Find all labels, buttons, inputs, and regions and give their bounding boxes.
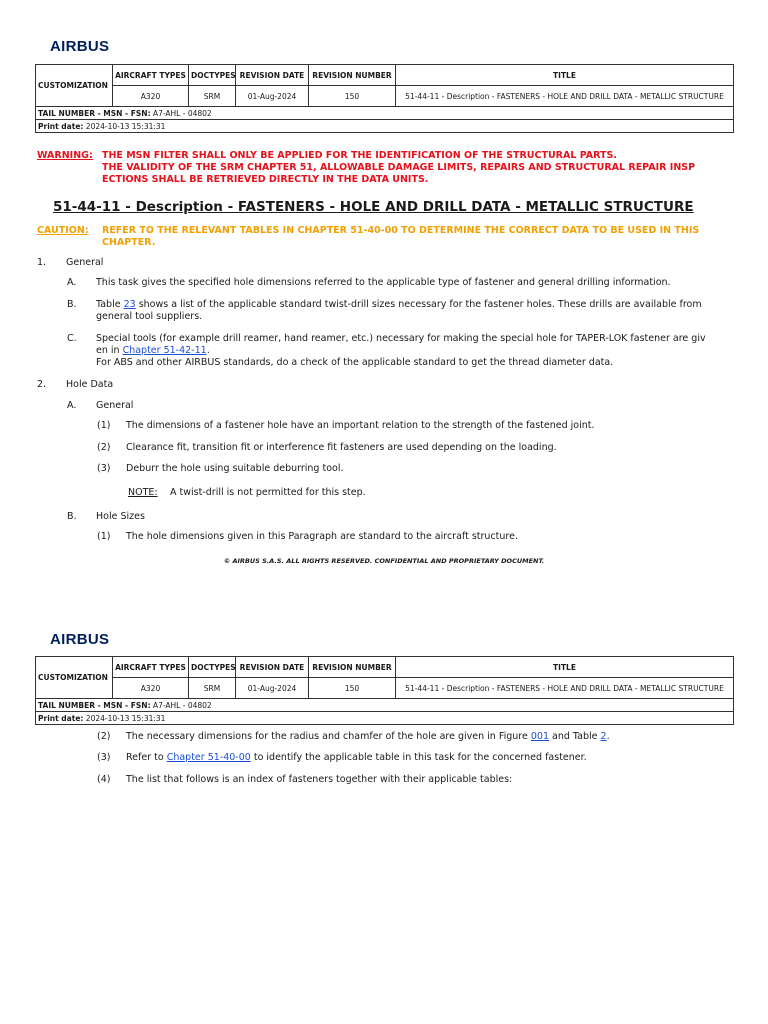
- section-1-title: General: [66, 257, 104, 268]
- warning-label: WARNING:: [37, 150, 93, 161]
- item-2a1-text: The dimensions of a fastener hole have an important relation to the strength of the fastened joint.: [126, 420, 595, 431]
- title-value: 51-44-11 - Description - FASTENERS - HOLE AND DRILL DATA - METALLIC STRUCTURE: [396, 86, 734, 107]
- item-2b-title: Hole Sizes: [96, 511, 145, 522]
- revision-date-header: REVISION DATE: [236, 657, 309, 678]
- document-header-table: [35, 64, 734, 133]
- item-2a-letter: A.: [67, 400, 77, 411]
- warning-text: THE MSN FILTER SHALL ONLY BE APPLIED FOR THE IDENTIFICATION OF THE STRUCTURAL PARTS. THE VALIDITY OF THE SRM CHAPTER 51, ALLOWABLE DAMAGE LIMITS, REPAIRS AND STRUCTURAL REPAIR INSP ECTIONS SHALL BE RETRIEVED DIRECTLY IN THE DATA UNITS.: [102, 150, 696, 185]
- item-2a-title: General: [96, 400, 134, 411]
- item-2a2-text: Clearance fit, transition fit or interference fit fasteners are used depending on the loading.: [126, 442, 557, 453]
- item-1b-text: Table 23 shows a list of the applicable standard twist-drill sizes necessary for the fastener holes. These drills are available from general tool suppliers.: [96, 299, 702, 322]
- figure-001-link[interactable]: 001: [530, 731, 550, 742]
- note-text: A twist-drill is not permitted for this step.: [170, 487, 366, 498]
- chapter-51-42-11-link[interactable]: Chapter 51-42-11: [122, 345, 207, 356]
- item-2a1-number: (1): [97, 420, 111, 431]
- item-2b4-number: (4): [97, 774, 111, 785]
- doctypes-value: SRM: [189, 678, 236, 699]
- item-2b3-number: (3): [97, 752, 111, 763]
- section-2-number: 2.: [37, 379, 47, 390]
- item-2a3-text: Deburr the hole using suitable deburring tool.: [126, 463, 344, 474]
- revision-date-value: 01-Aug-2024: [236, 678, 309, 699]
- tail-number-label: TAIL NUMBER - MSN - FSN:: [38, 700, 151, 710]
- table-23-link[interactable]: 23: [123, 299, 136, 310]
- aircraft-types-header: AIRCRAFT TYPES: [113, 657, 189, 678]
- item-1b-letter: B.: [67, 299, 77, 310]
- aircraft-types-value: A320: [113, 678, 189, 699]
- print-date-value: 2024-10-13 15:31:31: [85, 713, 166, 723]
- revision-number-value: 150: [309, 86, 396, 107]
- revision-number-value: 150: [309, 678, 396, 699]
- tail-number-value: A7-AHL - 04802: [152, 700, 212, 710]
- title-header: TITLE: [396, 657, 734, 678]
- item-2b1-text: The hole dimensions given in this Paragraph are standard to the aircraft structure.: [126, 531, 518, 542]
- note-label: NOTE:: [128, 487, 158, 498]
- document-header-table-page-2: [35, 656, 734, 725]
- customization-header: CUSTOMIZATION: [36, 65, 113, 107]
- revision-number-header: REVISION NUMBER: [309, 65, 396, 86]
- airbus-logo: AIRBUS: [50, 38, 110, 55]
- print-date-value: 2024-10-13 15:31:31: [85, 121, 166, 131]
- item-2b3-text: Refer to Chapter 51-40-00 to identify the applicable table in this task for the concerned fastener.: [126, 752, 587, 763]
- item-1c-text: Special tools (for example drill reamer, hand reamer, etc.) necessary for making the special hole for TAPER-LOK fastener are giv en in Chapter 51-42-11. For ABS and other AIRBUS standards, do a check of the applicable standard to get the thread diameter data.: [96, 333, 706, 368]
- caution-text: REFER TO THE RELEVANT TABLES IN CHAPTER 51-40-00 TO DETERMINE THE CORRECT DATA TO BE USED IN THIS CHAPTER.: [102, 225, 700, 248]
- item-1a-text: This task gives the specified hole dimensions referred to the applicable type of fastener and general drilling information.: [96, 277, 671, 288]
- print-date-label: Print date:: [38, 121, 84, 131]
- tail-number-row: [36, 107, 734, 120]
- item-1c-letter: C.: [67, 333, 77, 344]
- item-2a3-number: (3): [97, 463, 111, 474]
- item-2b2-number: (2): [97, 731, 111, 742]
- print-date-row: [36, 120, 734, 133]
- section-2-title: Hole Data: [66, 379, 114, 390]
- doctypes-header: DOCTYPES: [189, 65, 236, 86]
- item-1a-letter: A.: [67, 277, 77, 288]
- customization-header: CUSTOMIZATION: [36, 657, 113, 699]
- item-2b2-text: The necessary dimensions for the radius and chamfer of the hole are given in Figure 001 and Table 2.: [126, 731, 610, 742]
- item-2b1-number: (1): [97, 531, 111, 542]
- page-title: 51-44-11 - Description - FASTENERS - HOLE AND DRILL DATA - METALLIC STRUCTURE: [53, 199, 694, 215]
- title-value: 51-44-11 - Description - FASTENERS - HOLE AND DRILL DATA - METALLIC STRUCTURE: [396, 678, 734, 699]
- print-date-row: [36, 712, 734, 725]
- print-date-label: Print date:: [38, 713, 84, 723]
- tail-number-value: A7-AHL - 04802: [152, 108, 212, 118]
- caution-label: CAUTION:: [37, 225, 89, 236]
- tail-number-label: TAIL NUMBER - MSN - FSN:: [38, 108, 151, 118]
- tail-number-row: [36, 699, 734, 712]
- table-2-link[interactable]: 2: [600, 731, 607, 742]
- aircraft-types-value: A320: [113, 86, 189, 107]
- doctypes-header: DOCTYPES: [189, 657, 236, 678]
- item-2b-letter: B.: [67, 511, 77, 522]
- chapter-51-40-00-link[interactable]: Chapter 51-40-00: [166, 752, 251, 763]
- revision-date-header: REVISION DATE: [236, 65, 309, 86]
- copyright-footer: © AIRBUS S.A.S. ALL RIGHTS RESERVED. CONFIDENTIAL AND PROPRIETARY DOCUMENT.: [223, 557, 545, 565]
- item-2b4-text: The list that follows is an index of fasteners together with their applicable tables:: [126, 774, 513, 785]
- section-1-number: 1.: [37, 257, 47, 268]
- revision-number-header: REVISION NUMBER: [309, 657, 396, 678]
- aircraft-types-header: AIRCRAFT TYPES: [113, 65, 189, 86]
- doctypes-value: SRM: [189, 86, 236, 107]
- revision-date-value: 01-Aug-2024: [236, 86, 309, 107]
- item-2a2-number: (2): [97, 442, 111, 453]
- airbus-logo-page-2: AIRBUS: [50, 631, 110, 648]
- title-header: TITLE: [396, 65, 734, 86]
